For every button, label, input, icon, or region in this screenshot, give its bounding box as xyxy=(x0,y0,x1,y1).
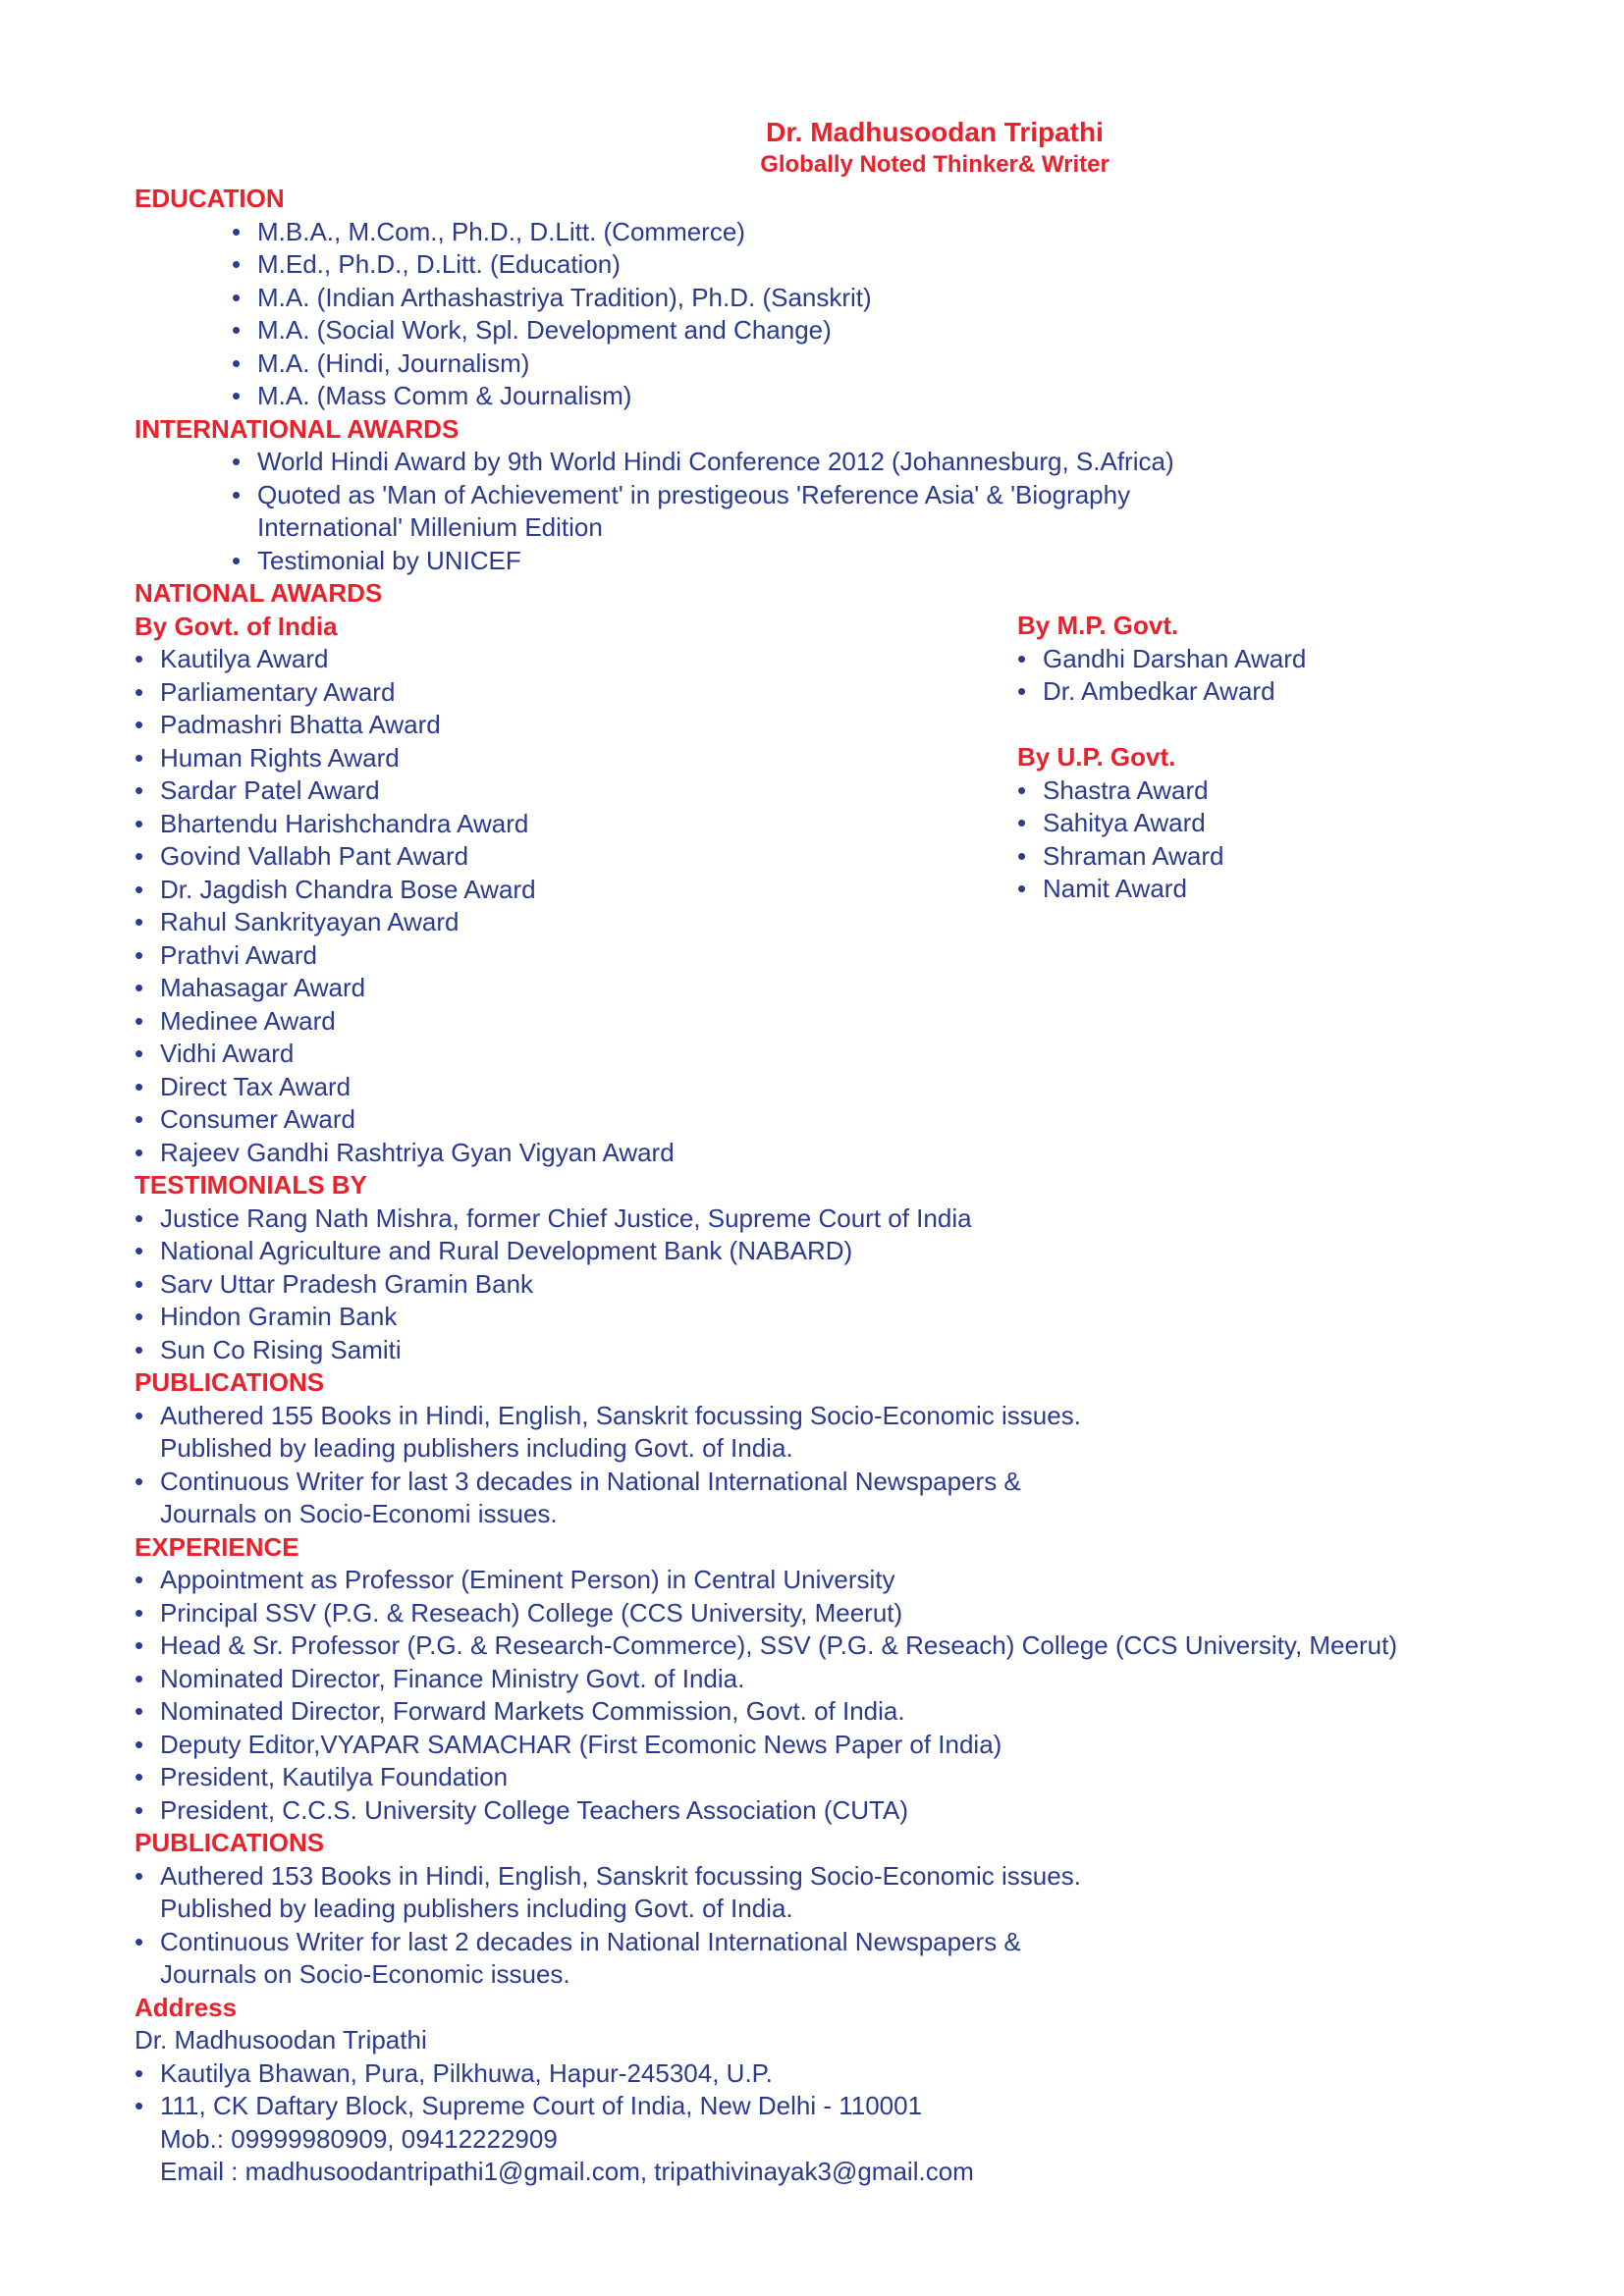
national-awards-heading: NATIONAL AWARDS xyxy=(135,578,383,608)
education-item: • M.B.A., M.Com., Ph.D., D.Litt. (Commerce) xyxy=(257,217,745,246)
education-item: • M.Ed., Ph.D., D.Litt. (Education) xyxy=(257,249,621,279)
state-awards-column xyxy=(1017,610,1306,906)
page-subtitle: Globally Noted Thinker& Writer xyxy=(760,151,1110,178)
govt-india-award: • Medinee Award xyxy=(160,1006,336,1036)
experience-item: • President, Kautilya Foundation xyxy=(160,1762,508,1791)
govt-india-award: • Direct Tax Award xyxy=(160,1072,351,1101)
govt-india-award: • Bhartendu Harishchandra Award xyxy=(160,809,528,838)
govt-india-subheading: By Govt. of India xyxy=(135,611,338,641)
govt-india-award: • Vidhi Award xyxy=(160,1039,294,1068)
testimonials-heading: TESTIMONIALS BY xyxy=(135,1170,367,1200)
publication-item-continuation: Journals on Socio-Economi issues. xyxy=(160,1499,558,1528)
experience-item: • Deputy Editor,VYAPAR SAMACHAR (First Ecomonic News Paper of India) xyxy=(160,1730,1001,1759)
up-govt-award: • Shastra Award xyxy=(1043,775,1209,805)
address-heading: Address xyxy=(135,1992,238,2022)
address-name: Dr. Madhusoodan Tripathi xyxy=(135,2025,427,2055)
publication-item-continuation: Journals on Socio-Economic issues. xyxy=(160,1959,570,1989)
experience-item: • Head & Sr. Professor (P.G. & Research-Commerce), SSV (P.G. & Reseach) College (CCS University, Meerut) xyxy=(160,1630,1397,1660)
experience-heading: EXPERIENCE xyxy=(135,1531,299,1562)
international-award-item: • World Hindi Award by 9th World Hindi Conference 2012 (Johannesburg, S.Africa) xyxy=(257,447,1174,476)
publication-item: • Authered 153 Books in Hindi, English, Sanskrit focussing Socio-Economic issues. xyxy=(160,1861,1081,1891)
govt-india-award: • Human Rights Award xyxy=(160,743,400,773)
international-award-item-continuation: International' Millenium Edition xyxy=(257,512,603,542)
up-govt-award: • Shraman Award xyxy=(1043,841,1224,871)
testimonial-item: • Justice Rang Nath Mishra, former Chief Justice, Supreme Court of India xyxy=(160,1203,972,1233)
up-govt-award: • Sahitya Award xyxy=(1043,808,1206,837)
govt-india-award: • Govind Vallabh Pant Award xyxy=(160,841,468,871)
education-item: • M.A. (Mass Comm & Journalism) xyxy=(257,381,631,410)
publication-item: • Authered 155 Books in Hindi, English, Sanskrit focussing Socio-Economic issues. xyxy=(160,1401,1081,1430)
publication-item-continuation: Published by leading publishers including Govt. of India. xyxy=(160,1433,793,1463)
document-header xyxy=(0,116,1624,181)
up-govt-subheading: By U.P. Govt. xyxy=(1017,742,1176,772)
testimonial-item: • National Agriculture and Rural Development Bank (NABARD) xyxy=(160,1236,852,1265)
mp-govt-award: • Dr. Ambedkar Award xyxy=(1043,676,1275,706)
international-award-item: • Quoted as 'Man of Achievement' in prestigeous 'Reference Asia' & 'Biography xyxy=(257,480,1130,509)
page-title: Dr. Madhusoodan Tripathi xyxy=(766,117,1104,147)
experience-item: • Appointment as Professor (Eminent Person) in Central University xyxy=(160,1565,895,1594)
experience-item: • Nominated Director, Forward Markets Commission, Govt. of India. xyxy=(160,1696,905,1726)
govt-india-award: • Rahul Sankrityayan Award xyxy=(160,907,459,936)
education-heading: EDUCATION xyxy=(135,184,285,213)
mp-govt-subheading: By M.P. Govt. xyxy=(1017,611,1179,640)
publications-heading-2: PUBLICATIONS xyxy=(135,1828,325,1857)
govt-india-award: • Rajeev Gandhi Rashtriya Gyan Vigyan Award xyxy=(160,1138,675,1167)
testimonial-item: • Hindon Gramin Bank xyxy=(160,1302,397,1331)
publication-item-continuation: Published by leading publishers including Govt. of India. xyxy=(160,1894,793,1923)
govt-india-award: • Dr. Jagdish Chandra Bose Award xyxy=(160,875,536,904)
address-line: • 111, CK Daftary Block, Supreme Court of India, New Delhi - 110001 xyxy=(160,2091,922,2120)
govt-india-award: • Kautilya Award xyxy=(160,644,329,673)
experience-item: • President, C.C.S. University College Teachers Association (CUTA) xyxy=(160,1795,908,1825)
govt-india-award: • Sardar Patel Award xyxy=(160,775,380,805)
experience-item: • Nominated Director, Finance Ministry Govt. of India. xyxy=(160,1664,744,1693)
main-content xyxy=(135,183,1529,2189)
govt-india-award: • Consumer Award xyxy=(160,1104,355,1134)
govt-india-award: • Mahasagar Award xyxy=(160,973,365,1002)
govt-india-award: • Padmashri Bhatta Award xyxy=(160,710,441,739)
email-addresses: Email : madhusoodantripathi1@gmail.com, tripathivinayak3@gmail.com xyxy=(160,2157,974,2186)
international-award-item: • Testimonial by UNICEF xyxy=(257,546,521,575)
govt-india-award: • Parliamentary Award xyxy=(160,677,395,707)
publications-heading: PUBLICATIONS xyxy=(135,1367,325,1397)
govt-india-award: • Prathvi Award xyxy=(160,940,317,970)
education-item: • M.A. (Hindi, Journalism) xyxy=(257,348,529,378)
publication-item: • Continuous Writer for last 2 decades in National International Newspapers & xyxy=(160,1927,1021,1956)
mobile-numbers: Mob.: 09999980909, 09412222909 xyxy=(160,2123,558,2154)
testimonial-item: • Sarv Uttar Pradesh Gramin Bank xyxy=(160,1269,533,1299)
education-item: • M.A. (Indian Arthashastriya Tradition), Ph.D. (Sanskrit) xyxy=(257,283,872,312)
up-govt-award: • Namit Award xyxy=(1043,874,1187,903)
address-line: • Kautilya Bhawan, Pura, Pilkhuwa, Hapur-245304, U.P. xyxy=(160,2058,773,2088)
mp-govt-award: • Gandhi Darshan Award xyxy=(1043,644,1306,673)
testimonial-item: • Sun Co Rising Samiti xyxy=(160,1335,402,1364)
column-spacer xyxy=(1017,709,1306,742)
publication-item: • Continuous Writer for last 3 decades in National International Newspapers & xyxy=(160,1467,1021,1496)
experience-item: • Principal SSV (P.G. & Reseach) College (CCS University, Meerut) xyxy=(160,1598,902,1628)
education-item: • M.A. (Social Work, Spl. Development and Change) xyxy=(257,315,832,345)
international-awards-heading: INTERNATIONAL AWARDS xyxy=(135,413,460,444)
